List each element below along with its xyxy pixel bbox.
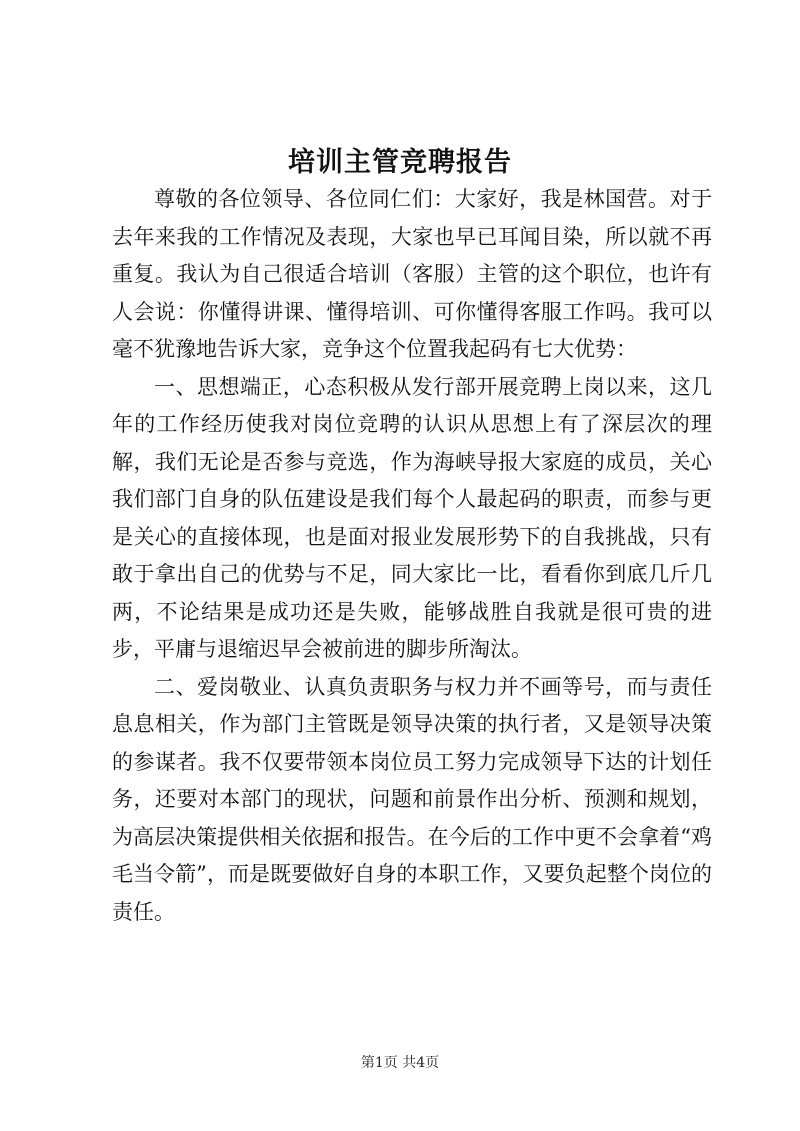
- paragraph-point-two: 二、爱岗敬业、认真负责职务与权力并不画等号，而与责任息息相关，作为部门主管既是领导决策的执行者，又是领导决策的参谋者。我不仅要带领本岗位员工努力完成领导下达的计划任务，还要对本部门的现状，问题和前景作出分析、预测和规划，为高层决策提供相关依据和报告。在今后的工作中更不会拿着“鸡毛当令箭”，而是既要做好自身的本职工作，又要负起整个岗位的责任。: [112, 674, 712, 924]
- document-body: [112, 181, 712, 931]
- page-number-label: 第1页 共4页: [360, 1055, 440, 1071]
- page-title: 培训主管竞聘报告: [288, 147, 512, 178]
- page-footer: [0, 1052, 800, 1072]
- paragraph-point-one: 一、思想端正，心态积极从发行部开展竞聘上岗以来，这几年的工作经历使我对岗位竞聘的认识从思想上有了深层次的理解，我们无论是否参与竞选，作为海峡导报大家庭的成员，关心我们部门自身的队伍建设是我们每个人最起码的职责，而参与更是关心的直接体现，也是面对报业发展形势下的自我挑战，只有敢于拿出自己的优势与不足，同大家比一比，看看你到底几斤几两，不论结果是成功还是失败，能够战胜自我就是很可贵的进步，平庸与退缩迟早会被前进的脚步所淘汰。: [112, 374, 712, 661]
- paragraph-greeting: 尊敬的各位领导、各位同仁们：大家好，我是林国营。对于去年来我的工作情况及表现，大家也早已耳闻目染，所以就不再重复。我认为自己很适合培训（客服）主管的这个职位，也许有人会说：你懂得讲课、懂得培训、可你懂得客服工作吗。我可以毫不犹豫地告诉大家，竞争这个位置我起码有七大优势：: [112, 187, 712, 361]
